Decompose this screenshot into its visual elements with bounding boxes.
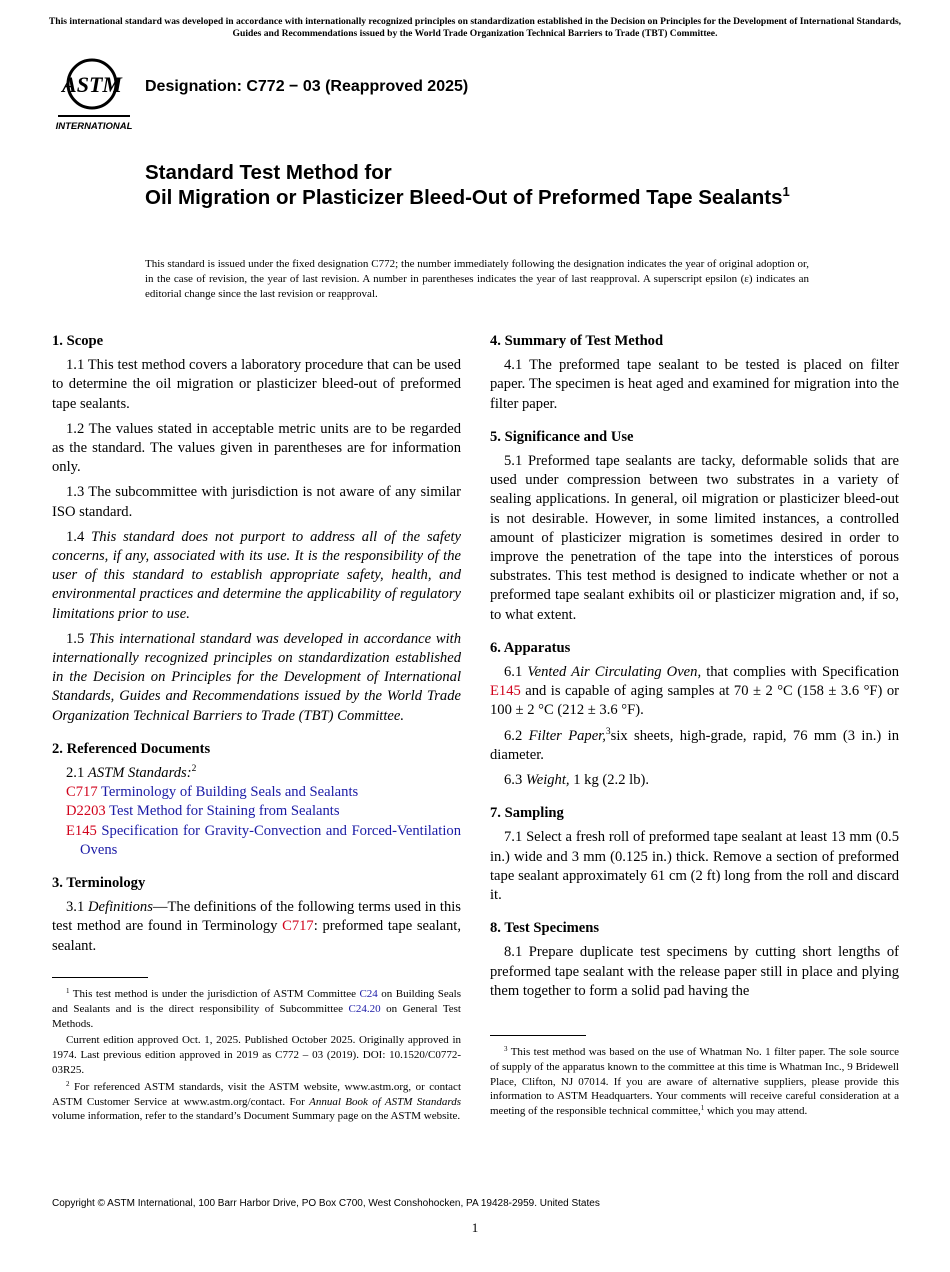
para-1-2: 1.2 The values stated in acceptable metric units are to be regarded as the standard. The values given in parentheses are for information only. [52,420,461,476]
para-1-3: 1.3 The subcommittee with jurisdiction is not aware of any similar ISO standard. [52,484,461,520]
title-footnote-mark[interactable]: 1 [782,184,790,199]
section-heading-summary: 4. Summary of Test Method [490,333,664,349]
link-c24-20[interactable]: C24.20 [348,1002,381,1015]
para-5-1: 5.1 Preformed tape sealants are tacky, deformable solids that are used under compression between two substrates in a variety of sealing applications. In general, oil migration or plasticizer bleed-out is not desirable. However, in some limited instances, a controlled amount of plasticizer migration is sometimes desired in order to improve the penetration of the tape into the interstices of porous substrates. This test method is designed to indicate whether or not a preformed tape sealant exhibits oil or plasticizer migration and, if so, to what extent. [490,453,899,623]
footnote-3: $^3$ This test method was based on the use of Whatman No. 1 filter paper. The sole source of supply of the apparatus known to the committee at this time is Whatman Inc., 9 Bridewell Place, Clifton, NJ 07014. If you are aware of alternative suppliers, please provide this information to ASTM Headquarters. Your comments will receive careful consideration at a meeting of the responsible technical committee,$^1$ which you may attend. [490,1045,899,1118]
footnote-1: $^1$ This test method is under the jurisdiction of ASTM Committee C24 on Building Seals and Sealants and is the direct responsibility of Subcommittee C24.20 on General Test Methods. [52,987,461,1030]
link-c24[interactable]: C24 [359,988,378,1000]
footnote-2: $^2$ For referenced ASTM standards, visit the ASTM website, www.astm.org, or contact ASTM Customer Service at www.astm.org/contact. For Annual Book of ASTM Standards volume information, refer to the standard’s Document Summary page on the ASTM website. [52,1079,461,1123]
para-6-3: 6.3 Weight, 1 kg (2.2 lb). [504,772,650,789]
title-line-2: Oil Migration or Plasticizer Bleed-Out of Preformed Tape Sealants$^1$ [145,184,790,209]
ref-e145[interactable]: E145 Specification for Gravity-Convection and Forced-Ventilation Ovens [66,822,461,858]
link-e145[interactable]: E145 [490,683,521,700]
logo-subtext: INTERNATIONAL [55,121,133,132]
section-heading-sampling: 7. Sampling [490,805,564,822]
section-heading-test-specimens: 8. Test Specimens [490,920,600,937]
document-title [145,160,845,210]
section-heading-referenced-documents: 2. Referenced Documents [52,740,211,757]
para-1-1: 1.1 This test method covers a laboratory procedure that can be used to determine the oil migration or plasticizer bleed-out of preformed tape sealants. [52,357,461,412]
left-column [52,332,461,962]
tbt-notice: This international standard was developed in accordance with internationally recognized principles on standardization established in the Decision on Principles for the Development of International Standards, Guides and Recommendations issued by the World Trade Organization Technical Barriers to Trade (TBT) Committee. [48,16,902,39]
footnotes-right [490,1045,899,1121]
para-1-5: 1.5 This international standard was developed in accordance with internationally recognized principles on standardization established in the Decision on Principles for the Development of International Standards, Guides and Recommendations issued by the World Trade Organization Technical Barriers to Trade (TBT) Committee. [52,630,462,724]
footnote-1-edition: Current edition approved Oct. 1, 2025. Published October 2025. Originally approved in 1974. Last previous edition approved in 2019 as C772 – 03 (2019). DOI: 10.1520/C0772-03R25. [52,1034,461,1076]
para-1-4: 1.4 This standard does not purport to address all of the safety concerns, if any, associated with its use. It is the responsibility of the user of this standard to establish appropriate safety, health, and environmental practices and determine the applicability of regulatory limitations prior to use. [52,528,461,622]
footnote-rule-right [490,1035,586,1036]
section-heading-scope: 1. Scope [52,333,104,349]
para-8-1: 8.1 Prepare duplicate test specimens by cutting short lengths of preformed tape sealant with the release paper still in place and plying them together to form a solid pad having the [490,944,899,999]
para-6-2: 6.2 Filter Paper,$^3$six sheets, high-grade, rapid, 76 mm (3 in.) in diameter. [490,726,899,763]
para-4-1: 4.1 The preformed tape sealant to be tested is placed on filter paper. The specimen is heat aged and examined for migration into the filter paper. [490,357,899,412]
para-6-1: 6.1 Vented Air Circulating Oven, that complies with Specification E145 and is capable of aging samples at 70 ± 2 °C (158 ± 3.6 °F) or 100 ± 2 °C (212 ± 3.6 °F). [490,664,899,719]
footnote-rule-left [52,977,148,978]
logo-text: ASTM [62,72,122,97]
astm-logo [52,54,136,134]
para-3-1: 3.1 Definitions—The definitions of the following terms used in this test method are found in Terminology C717: preformed tape sealant, sealant. [52,899,462,954]
ref-d2203[interactable]: D2203 Test Method for Staining from Sealants [66,803,340,820]
issued-note: This standard is issued under the fixed designation C772; the number immediately following the designation indicates the year of original adoption or, in the case of revision, the year of last revision. A number in parentheses indicates the year of last reapproval. A superscript epsilon (ε) indicates an editorial change since the last revision or reapproval. [145,258,809,301]
section-heading-terminology: 3. Terminology [52,875,146,892]
footnotes-left [52,987,461,1126]
link-c717[interactable]: C717 [282,918,314,935]
designation: Designation: C772 − 03 (Reapproved 2025) [145,78,469,95]
section-heading-apparatus: 6. Apparatus [490,639,571,656]
right-column [490,332,899,1007]
section-heading-significance: 5. Significance and Use [490,428,634,445]
para-7-1: 7.1 Select a fresh roll of preformed tape sealant at least 13 mm (0.5 in.) wide and 3 mm (0.125 in.) thick. Remove a section of preformed tape sealant approximately 61 cm (2 ft) long from the roll and discard it. [490,829,899,904]
copyright: Copyright © ASTM International, 100 Barr Harbor Drive, PO Box C700, West Conshohocken, PA 19428-2959. United States [52,1198,600,1209]
title-line-1: Standard Test Method for [145,161,392,184]
para-2-1: 2.1 ASTM Standards:$^2$ [66,764,197,782]
page-number: 1 [471,1220,479,1235]
ref-c717[interactable]: C717 Terminology of Building Seals and Sealants [66,784,359,801]
